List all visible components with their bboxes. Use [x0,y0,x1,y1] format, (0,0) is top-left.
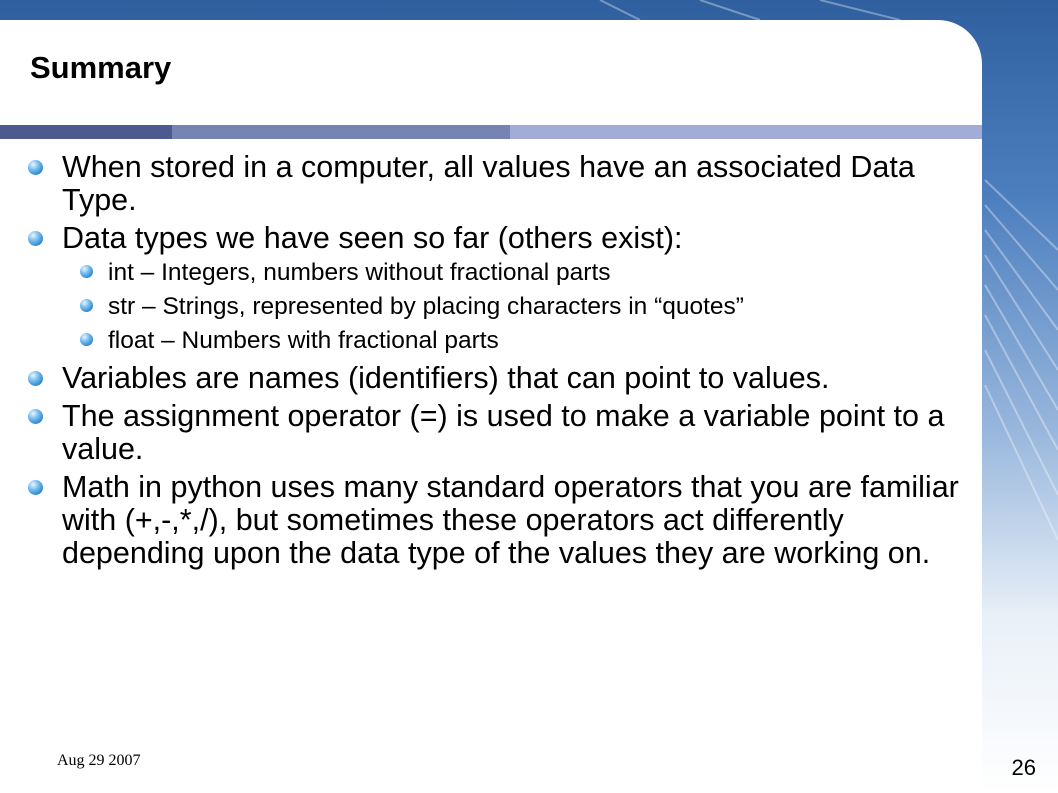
sub-bullet-item [0,325,982,357]
title-rule-segment [172,125,510,139]
bullet-icon [28,409,43,424]
bullet-icon [28,231,43,246]
bullet-item [0,471,982,570]
slide-title: Summary [30,50,172,85]
slide-date: Aug 29 2007 [57,752,141,769]
bullet-icon [80,265,93,278]
title-rule-segment [0,125,172,139]
bullet-item [0,362,982,395]
bullet-item [0,222,982,255]
bullet-icon [28,480,43,495]
bullet-item [0,151,982,217]
page-number: 26 [1011,755,1036,780]
bullet-text: Variables are names (identifiers) that can point to values. [62,361,830,395]
bullet-text: int – Integers, numbers without fractional parts [108,259,611,286]
bullet-icon [80,333,93,346]
bullet-item [0,400,982,466]
bullet-text: Math in python uses many standard operators that you are familiar with (+,-,*,/), but sometimes these operators act differently depending upon the data type of the values they are working on. [62,470,959,570]
title-rule-segment [510,125,982,139]
bullet-text: When stored in a computer, all values have an associated Data Type. [62,150,915,217]
sub-bullet-item [0,291,982,323]
bullet-icon [28,371,43,386]
bullet-list [0,146,982,570]
title-rule [0,125,982,139]
sub-bullet-item [0,257,982,289]
bullet-text: float – Numbers with fractional parts [108,327,499,354]
bullet-text: str – Strings, represented by placing characters in “quotes” [108,293,744,320]
bullet-icon [80,299,93,312]
bullet-text: The assignment operator (=) is used to make a variable point to a value. [62,399,945,466]
bullet-icon [28,160,43,175]
bullet-text: Data types we have seen so far (others exist): [62,221,683,255]
